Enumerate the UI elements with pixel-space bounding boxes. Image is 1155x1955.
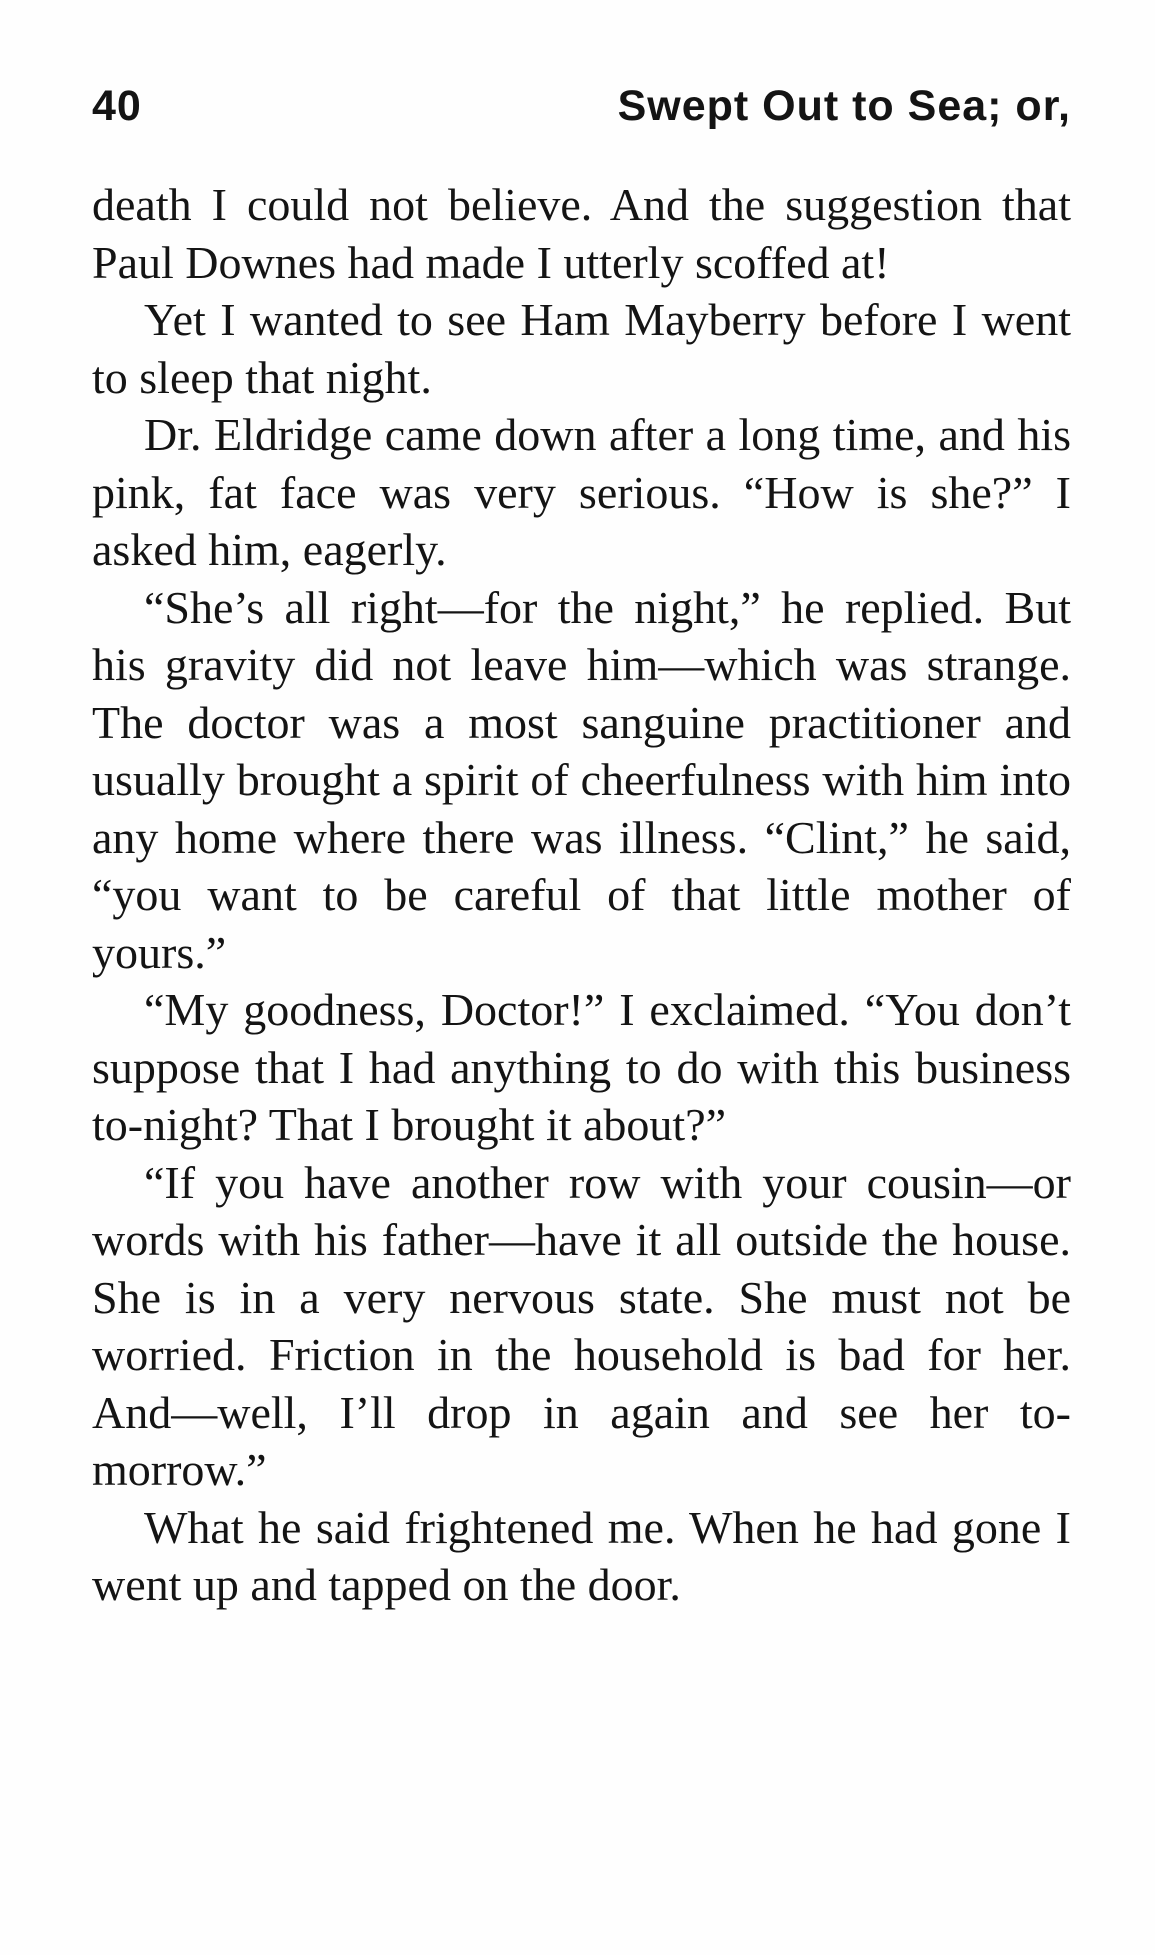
paragraph: What he said frightened me. When he had gone I went up and tapped on the door.: [92, 1501, 1071, 1610]
paragraph: Yet I wanted to see Ham Mayberry before I went to sleep that night.: [92, 294, 1071, 403]
running-title: Swept Out to Sea; or,: [617, 82, 1071, 130]
paragraph: Dr. Eldridge came down after a long time, and his pink, fat face was very serious. “How is she?” I asked him, eagerly.: [92, 409, 1071, 575]
paragraph: “She’s all right—for the night,” he replied. But his gravity did not leave him—which was strange. The doctor was a most sanguine practitioner and usually brought a spirit of cheerfulness with him into any home where there was illness. “Clint,” he said, “you want to be careful of that little mother of yours.”: [92, 581, 1071, 978]
page-header: [92, 82, 1071, 142]
paragraph-continued: death I could not believe. And the suggestion that Paul Downes had made I utterly scoffed at!: [92, 179, 1071, 288]
page-number: 40: [92, 82, 142, 130]
body-text: [92, 176, 1071, 1614]
paragraph: “If you have another row with your cousin—or words with his father—have it all outside the house. She is in a very nervous state. She must not be worried. Friction in the household is bad for her. And—well, I’ll drop in again and see her to-morrow.”: [92, 1156, 1071, 1495]
paragraph: “My goodness, Doctor!” I exclaimed. “You don’t suppose that I had anything to do with this business to-night? That I brought it about?”: [92, 984, 1071, 1150]
